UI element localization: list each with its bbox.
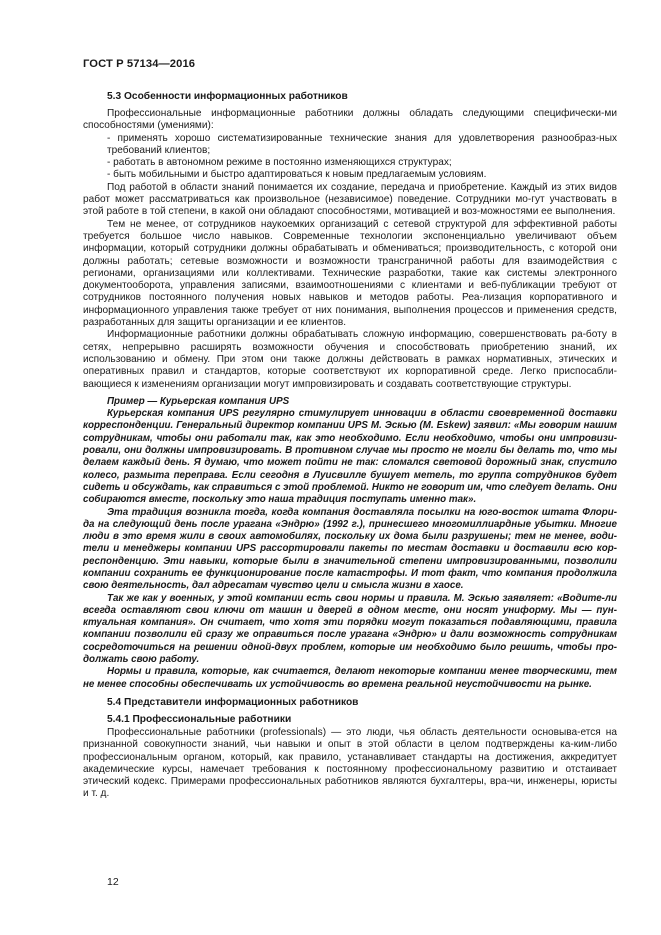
- section-5-4-1-title: 5.4.1 Профессиональные работники: [107, 713, 292, 725]
- section-5-3-title: 5.3 Особенности информационных работников: [107, 91, 348, 102]
- example-paragraph: Нормы и правила, которые, как считается, делают некоторые компании менее творческими, тем не менее способны обеспечивать их устойчивость во времена реальной неустойчивости на рынке.: [83, 666, 617, 690]
- example-paragraph: Так же как у военных, у этой компании есть свои нормы и правила. М. Эскью заявляет: «Водите-ли всегда оставляют свои ключи от машин и дверей в одном месте, они носят униформу. Мы — пун-ктуальная компания». Он считает, что хотя эти порядки могут показаться подавляющими, правила компании позволили ей сразу же оправиться после урагана «Эндрю» и дали возможность сотрудникам сосредоточиться на решении одной-двух проблем, которые им необходимо было решить, чтобы про-должать свою работу.: [83, 592, 617, 666]
- bullet-item: - быть мобильными и быстро адаптироваться к новым предлагаемым условиям.: [107, 169, 487, 181]
- section-5-3-intro: Профессиональные информационные работники должны обладать следующими специфически-ми способностями (умениями):: [83, 108, 617, 132]
- page-number: 12: [107, 876, 119, 888]
- document-header: ГОСТ Р 57134—2016: [83, 58, 196, 70]
- body-paragraph: Профессиональные работники (professionals) — это люди, чья область деятельности основыва-ется на признанной совокупности знаний, чьи навыки и опыт в этой области в целом подтверждены ка-ким-либо профессиональным органом, который, как правило, устанавливает стандарты на достижения, аккредитует академические курсы, намечает требования к постоянному профессиональному развитию и отстаивает этический кодекс. Примерами профессиональных работников являются бухгалтеры, вра-чи, инженеры, юристы и т. д.: [83, 726, 617, 800]
- bullet-item: - применять хорошо систематизированные технические знания для удовлетворения разнообраз-ных требований клиентов;: [107, 132, 617, 156]
- bullet-item: - работать в автономном режиме в постоянно изменяющихся структурах;: [107, 157, 452, 169]
- document-page: [83, 58, 617, 801]
- body-paragraph: Под работой в области знаний понимается их создание, передача и приобретение. Каждый из этих видов работ может рассматриваться как произвольное (независимое) поведение. Сотрудники мо-гут участвовать в этой работе в той степени, в какой они обладают способностями, мотивацией и воз-можностями ее выполнения.: [83, 181, 617, 218]
- section-5-4-title: 5.4 Представители информационных работников: [107, 696, 359, 708]
- example-paragraph: Курьерская компания UPS регулярно стимулирует инновации в области своевременной доставки корреспонденции. Генеральный директор компании UPS М. Эскью (M. Eskew) заявил: «Мы говорим нашим сотрудникам, чтобы они работали так, как это необходимо. Если необходимо, чтобы они импровизи-ровали, они должны импровизировать. В противном случае мы просто не могли бы делать то, что мы делаем каждый день. Я думаю, что может пойти не так: сломался световой дорожный знак, спустило колесо, размыта переправа. Если сегодня в Луисвилле бушует метель, то группа сотрудников будет сидеть и обсуждать, как справиться с этой проблемой. Никто не говорит им, что следует делать. Они собираются вместе, поскольку это наша традиция поступать именно так».: [83, 408, 617, 506]
- example-title: Пример — Курьерская компания UPS: [107, 395, 290, 407]
- body-paragraph: Информационные работники должны обрабатывать сложную информацию, совершенствовать ра-боту в сетях, непрерывно расширять возможности обучения и способствовать приобретению знаний, их использованию и обмену. При этом они также должны действовать в рамках нормативных, этических и оперативных правил и стандартов, которые соответствуют их корпоративной среде. Легко приспосабли-вающиеся к изменениям организации могут импровизировать и создавать соответствующие структуры.: [83, 329, 617, 390]
- body-paragraph: Тем не менее, от сотрудников наукоемких организаций с сетевой структурой для эффективной работы требуется большое число навыков. Современные технологии экспоненциально увеличивают объем информации, который сотрудники должны обрабатывать и обмениваться; производительность, с которой они должны работать; сетевые возможности и возможности трансграничной работы для взаимодействия с регионами, организациями или коллективами. Технические разработки, такие как системы электронного документооборота, управления записями, взаимоотношениями с клиентами и веб-публикации требуют от сотрудников постоянного получения новых навыков и методов работы. Реа-лизация корпоративного и информационного управления также требует от них понимания, выполнения процессов и применения средств, разработанных для защиты организации и ее клиентов.: [83, 218, 617, 329]
- example-paragraph: Эта традиция возникла тогда, когда компания доставляла посылки на юго-восток штата Флори-да на следующий день после урагана «Эндрю» (1992 г.), принесшего многомиллиардные убытки. Многие люди в это время жили в своих автомобилях, поскольку их дома были разрушены; тем не менее, води-тели и менеджеры компании UPS рассортировали пакеты по местам доставки и доставили всю кор-респонденцию. Эти навыки, которые были в значительной степени импровизированными, позволили компании сохранить ее функционирование после катастрофы. И тот факт, что компания продолжила свою деятельность, дал адресатам чувство цели и смысла жизни в хаосе.: [83, 506, 617, 592]
